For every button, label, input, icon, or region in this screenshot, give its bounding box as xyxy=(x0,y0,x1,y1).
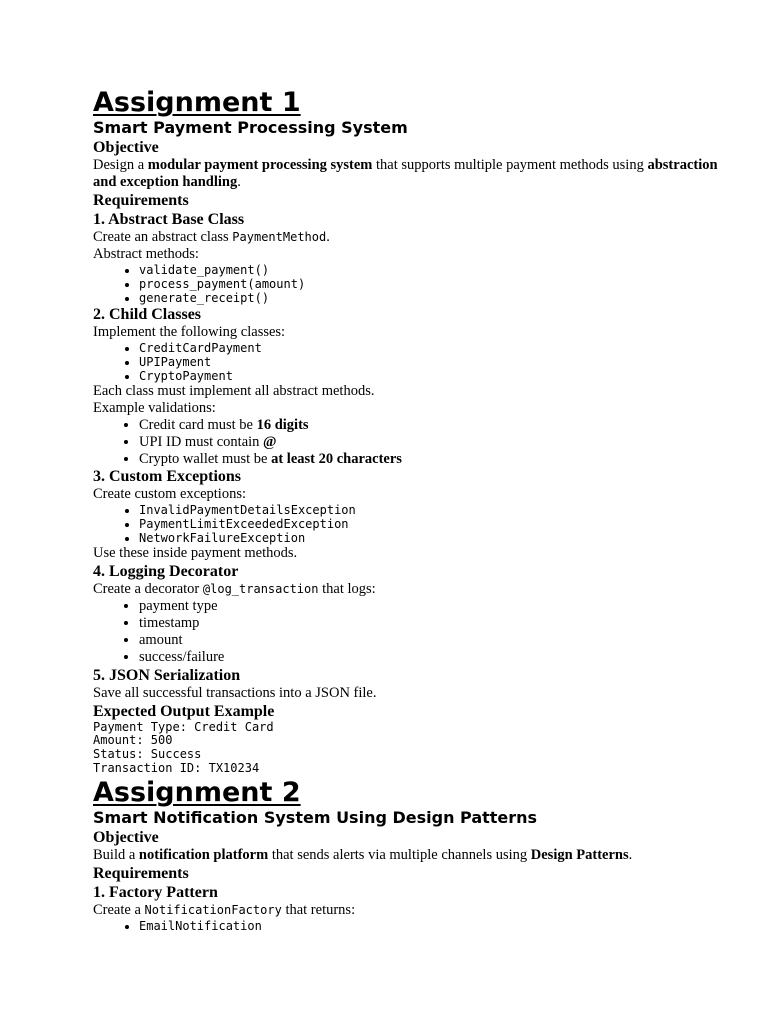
text: . xyxy=(628,846,633,863)
section-child-classes-heading: 2. Child Classes xyxy=(93,306,202,323)
list-item: • timestamp xyxy=(139,615,733,632)
expected-output-heading: Expected Output Example xyxy=(93,702,275,720)
text: . xyxy=(237,174,241,190)
inline-code: @log_transaction xyxy=(202,582,319,597)
factory-pattern-intro xyxy=(93,902,733,919)
inline-code: NotificationFactory xyxy=(144,902,282,917)
objective-paragraph xyxy=(93,157,733,191)
bold-text: @ xyxy=(263,433,277,450)
assignment-1-title: Assignment 1 xyxy=(93,87,301,118)
objective-paragraph xyxy=(93,847,733,864)
list-item: • InvalidPaymentDetailsException xyxy=(139,503,733,517)
list-item: • EmailNotification xyxy=(139,919,733,933)
requirements-heading: Requirements xyxy=(93,864,189,882)
section-logging-decorator-heading: 4. Logging Decorator xyxy=(93,563,239,581)
custom-exceptions-intro: Create custom exceptions: xyxy=(93,486,247,503)
list-item: • PaymentLimitExceededException xyxy=(139,517,733,531)
bold-text: modular payment processing system xyxy=(147,157,373,173)
objective-heading: Objective xyxy=(93,139,159,156)
logging-decorator-intro xyxy=(93,581,733,598)
section-json-serialization-heading: 5. JSON Serialization xyxy=(93,666,241,684)
text: Crypto wallet must be xyxy=(139,450,272,467)
text: that logs: xyxy=(318,581,376,598)
text: Credit card must be xyxy=(139,417,257,433)
text: Design a xyxy=(93,157,148,173)
abstract-methods-list xyxy=(93,263,733,305)
text: UPI ID must contain xyxy=(139,433,264,450)
list-item: • CreditCardPayment xyxy=(139,341,733,355)
factory-returns-list xyxy=(93,919,733,933)
bold-text: Design Patterns xyxy=(530,846,629,863)
list-item: • amount xyxy=(139,632,733,649)
child-classes-intro: Implement the following classes: xyxy=(93,324,286,340)
text: Build a xyxy=(93,846,139,863)
validations-list xyxy=(93,417,733,467)
list-item: • validate_payment() xyxy=(139,263,733,277)
bold-text: notification platform xyxy=(138,846,269,863)
text: Create a xyxy=(93,901,145,918)
logging-items-list xyxy=(93,598,733,665)
text: Create an abstract class xyxy=(93,229,233,245)
abstract-methods-label: Abstract methods: xyxy=(93,246,199,262)
child-classes-note: Each class must implement all abstract methods. xyxy=(93,383,375,399)
text: that sends alerts via multiple channels using xyxy=(268,846,531,863)
assignment-2-title: Assignment 2 xyxy=(93,776,301,808)
text: . xyxy=(326,229,330,245)
section-abstract-base-class-heading: 1. Abstract Base Class xyxy=(93,211,245,228)
section-custom-exceptions-heading: 3. Custom Exceptions xyxy=(93,468,242,486)
text: Create a decorator xyxy=(93,581,203,598)
objective-heading: Objective xyxy=(93,828,159,846)
list-item: • generate_receipt() xyxy=(139,291,733,305)
bold-text: at least 20 characters xyxy=(271,450,402,467)
text: that returns: xyxy=(281,901,356,918)
assignment-1-subtitle: Smart Payment Processing System xyxy=(93,118,408,137)
list-item: • payment type xyxy=(139,598,733,615)
custom-exceptions-list xyxy=(93,503,733,545)
list-item xyxy=(139,417,733,434)
child-classes-list xyxy=(93,341,733,383)
assignment-2-subtitle: Smart Notification System Using Design Patterns xyxy=(93,807,538,827)
list-item: • success/failure xyxy=(139,649,733,666)
section-factory-pattern-heading: 1. Factory Pattern xyxy=(93,883,218,901)
output-line: Amount: 500 xyxy=(93,733,173,748)
list-item xyxy=(139,451,733,468)
list-item: • process_payment(amount) xyxy=(139,277,733,291)
list-item: • NetworkFailureException xyxy=(139,531,733,545)
inline-code: PaymentMethod xyxy=(232,230,327,244)
json-serialization-text: Save all successful transactions into a JSON file. xyxy=(93,684,377,701)
output-line: Status: Success xyxy=(93,747,202,762)
expected-output-block xyxy=(93,721,733,776)
text: that supports multiple payment methods using xyxy=(372,157,648,173)
list-item: • CryptoPayment xyxy=(139,369,733,383)
bold-text: abstraction and exception handling xyxy=(93,157,718,190)
abstract-class-intro xyxy=(93,229,733,246)
list-item xyxy=(139,434,733,451)
requirements-heading: Requirements xyxy=(93,192,189,209)
output-line: Payment Type: Credit Card xyxy=(93,719,274,734)
list-item: • UPIPayment xyxy=(139,355,733,369)
bold-text: 16 digits xyxy=(256,417,309,433)
validations-label: Example validations: xyxy=(93,400,216,416)
custom-exceptions-note: Use these inside payment methods. xyxy=(93,545,298,562)
output-line: Transaction ID: TX10234 xyxy=(93,760,260,775)
